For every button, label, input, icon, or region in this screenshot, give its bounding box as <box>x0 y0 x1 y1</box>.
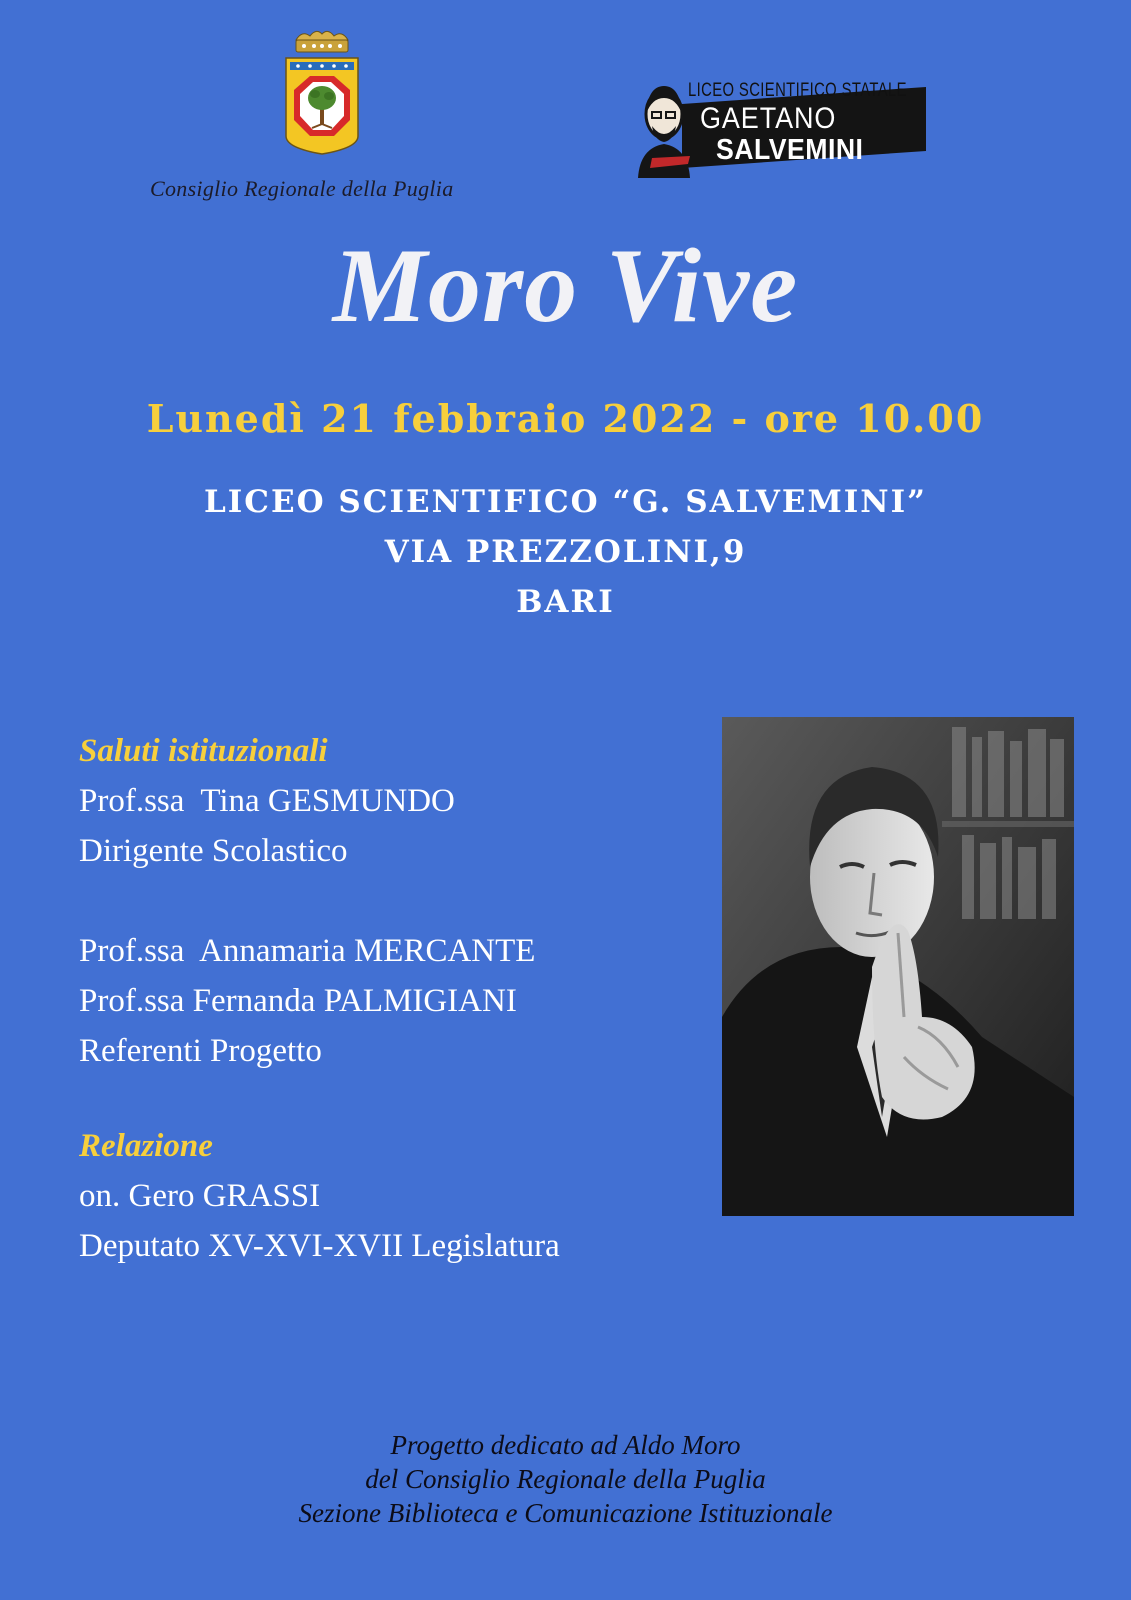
speaker-role: Dirigente Scolastico <box>79 833 348 869</box>
speaker-name: Prof.ssa Annamaria MERCANTE <box>79 933 536 969</box>
venue-address: VIA PREZZOLINI,9 <box>384 534 747 570</box>
speaker-name: on. Gero GRASSI <box>79 1178 321 1214</box>
speaker-role: Deputato XV-XVI-XVII Legislatura <box>79 1228 560 1264</box>
saluti-heading: Saluti istituzionali <box>79 733 328 769</box>
footer-line: Sezione Biblioteca e Comunicazione Istituzionale <box>298 1498 833 1528</box>
regione-puglia-crest-icon <box>282 28 362 158</box>
speaker-name: Prof.ssa Tina GESMUNDO <box>79 783 455 819</box>
aldo-moro-portrait-photo <box>722 717 1074 1216</box>
speaker-name: Prof.ssa Fernanda PALMIGIANI <box>79 983 517 1019</box>
salvemini-school-logo <box>630 78 926 182</box>
event-title: Moro Vive <box>332 227 799 344</box>
footer-line: del Consiglio Regionale della Puglia <box>365 1464 766 1494</box>
venue-name: LICEO SCIENTIFICO “G. SALVEMINI” <box>204 484 927 520</box>
relazione-heading: Relazione <box>79 1128 213 1164</box>
logo-band-line-1: GAETANO <box>700 102 837 135</box>
consiglio-caption: Consiglio Regionale della Puglia <box>150 176 454 201</box>
speaker-role: Referenti Progetto <box>79 1033 322 1069</box>
venue-city: BARI <box>516 584 615 620</box>
footer-line: Progetto dedicato ad Aldo Moro <box>390 1430 741 1460</box>
logo-band-line-2: SALVEMINI <box>716 134 864 166</box>
logo-top-text: LICEO SCIENTIFICO STATALE <box>688 80 907 101</box>
event-date-time: Lunedì 21 febbraio 2022 - ore 10.00 <box>146 396 985 441</box>
